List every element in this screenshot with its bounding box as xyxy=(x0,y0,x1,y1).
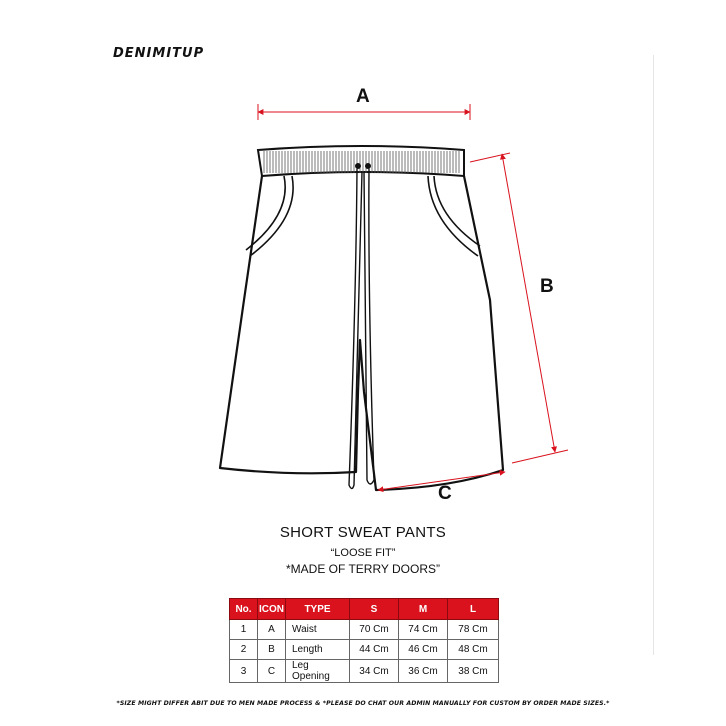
header-type: TYPE xyxy=(286,599,350,620)
row-no: 3 xyxy=(230,660,258,683)
product-title: SHORT SWEAT PANTS xyxy=(279,524,447,541)
drawstring-eyelet-left xyxy=(355,163,361,169)
brand-logo: DENIMITUP xyxy=(113,46,205,61)
row-size-s: 34 Cm xyxy=(350,660,399,683)
label-b: B xyxy=(540,276,554,297)
row-size-l: 48 Cm xyxy=(448,640,499,660)
row-type: Waist xyxy=(286,620,350,640)
label-c: C xyxy=(438,483,452,504)
row-size-m: 46 Cm xyxy=(399,640,448,660)
row-no: 1 xyxy=(230,620,258,640)
row-size-s: 70 Cm xyxy=(350,620,399,640)
drawstring-eyelet-right xyxy=(365,163,371,169)
row-icon: C xyxy=(258,660,286,683)
header-size-s: S xyxy=(350,599,399,620)
row-no: 2 xyxy=(230,640,258,660)
size-table xyxy=(229,598,499,683)
row-type: Length xyxy=(286,640,350,660)
header-no: No. xyxy=(230,599,258,620)
waistband xyxy=(258,146,464,176)
shorts-outline xyxy=(220,176,503,490)
header-icon: ICON xyxy=(258,599,286,620)
row-type: Leg Opening xyxy=(286,660,350,683)
measure-tick-b-top xyxy=(470,153,510,162)
row-size-m: 74 Cm xyxy=(399,620,448,640)
measure-tick-b-bottom xyxy=(512,450,568,463)
size-table-header xyxy=(230,599,499,620)
row-size-s: 44 Cm xyxy=(350,640,399,660)
header-size-m: M xyxy=(399,599,448,620)
row-icon: A xyxy=(258,620,286,640)
row-size-l: 78 Cm xyxy=(448,620,499,640)
header-size-l: L xyxy=(448,599,499,620)
row-icon: B xyxy=(258,640,286,660)
product-fit: “LOOSE FIT” xyxy=(330,547,396,559)
footnote: *SIZE MIGHT DIFFER ABIT DUE TO MEN MADE PROCESS & *PLEASE DO CHAT OUR ADMIN MANUALLY FOR CUSTOM BY ORDER MADE SIZES.* xyxy=(116,700,610,707)
product-material: *MADE OF TERRY DOORS” xyxy=(285,562,441,576)
table-row xyxy=(230,660,499,683)
table-row xyxy=(230,640,499,660)
left-pocket xyxy=(246,176,293,256)
row-size-l: 38 Cm xyxy=(448,660,499,683)
table-row xyxy=(230,620,499,640)
label-a: A xyxy=(356,86,370,107)
row-size-m: 36 Cm xyxy=(399,660,448,683)
measure-line-b xyxy=(502,154,555,452)
